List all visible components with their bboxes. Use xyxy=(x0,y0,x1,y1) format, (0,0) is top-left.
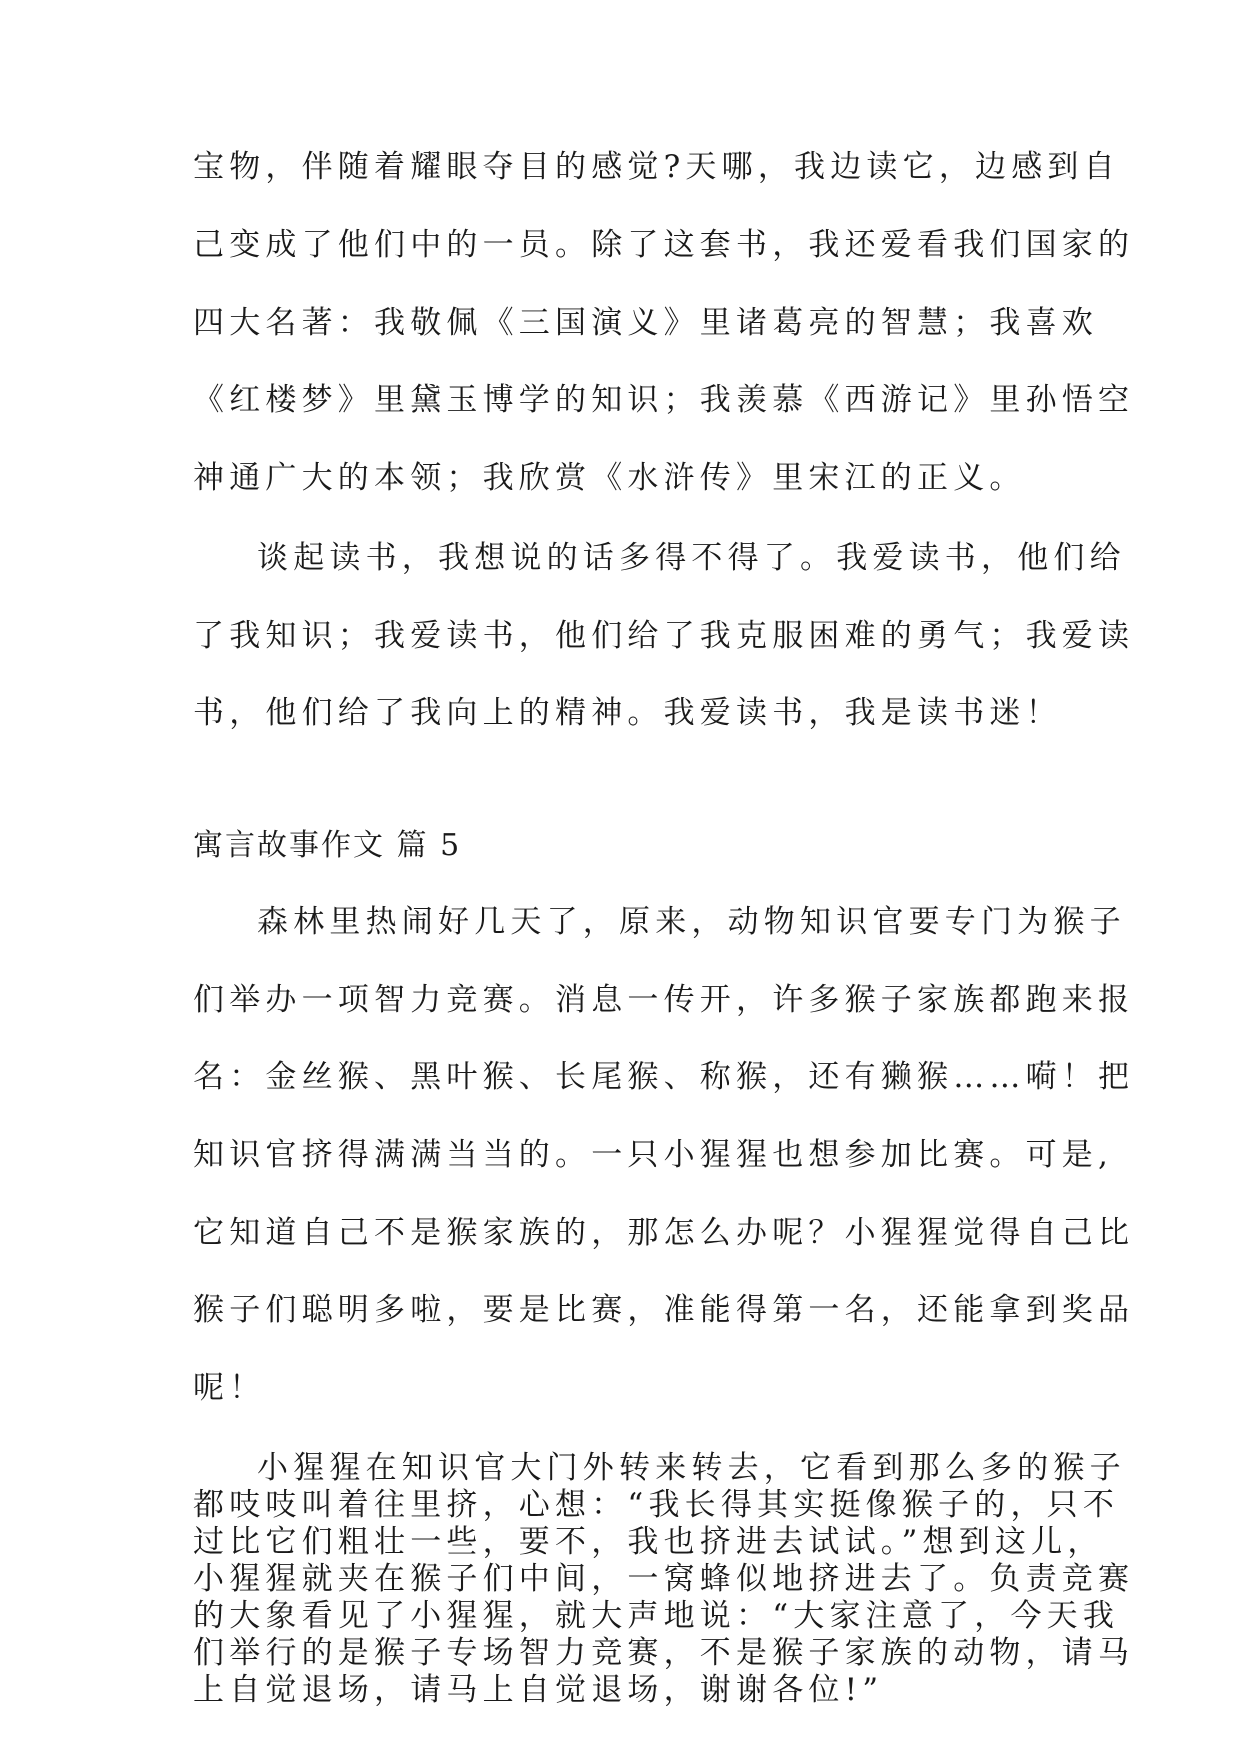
paragraph-line: 的大象看见了小猩猩，就大声地说：“大家注意了，今天我 xyxy=(193,1598,1120,1634)
paragraph-line: 森林里热闹好几天了，原来，动物知识官要专门为猴子 xyxy=(257,904,1126,940)
paragraph-line: 了我知识；我爱读书，他们给了我克服困难的勇气；我爱读 xyxy=(193,618,1135,654)
paragraph-line: 们举办一项智力竞赛。消息一传开，许多猴子家族都跑来报 xyxy=(193,982,1135,1018)
paragraph-line: 宝物，伴随着耀眼夺目的感觉?天哪，我边读它，边感到自 xyxy=(193,149,1120,185)
paragraph-line: 都吱吱叫着往里挤，心想：“我长得其实挺像猴子的，只不 xyxy=(193,1487,1120,1523)
paragraph-line: 名：金丝猴、黑叶猴、长尾猴、称猴，还有獭猴……嗬！把 xyxy=(193,1059,1135,1095)
paragraph-line: 《红楼梦》里黛玉博学的知识；我羡慕《西游记》里孙悟空 xyxy=(193,382,1135,418)
paragraph-line: 谈起读书，我想说的话多得不得了。我爱读书，他们给 xyxy=(257,540,1126,576)
paragraph-line: 知识官挤得满满当当的。一只小猩猩也想参加比赛。可是, xyxy=(193,1137,1114,1173)
paragraph-line: 们举行的是猴子专场智力竞赛，不是猴子家族的动物，请马 xyxy=(193,1635,1135,1671)
paragraph-line: 书，他们给了我向上的精神。我爱读书，我是读书迷！ xyxy=(193,695,1062,731)
paragraph-line: 己变成了他们中的一员。除了这套书，我还爱看我们国家的 xyxy=(193,227,1135,263)
paragraph-line: 神通广大的本领；我欣赏《水浒传》里宋江的正义。 xyxy=(193,460,1026,496)
paragraph-line: 上自觉退场，请马上自觉退场，谢谢各位!” xyxy=(193,1672,884,1708)
paragraph-line: 四大名著：我敬佩《三国演义》里诸葛亮的智慧；我喜欢 xyxy=(193,305,1098,341)
paragraph-line: 小猩猩在知识官大门外转来转去，它看到那么多的猴子 xyxy=(257,1450,1126,1486)
paragraph-line: 小猩猩就夹在猴子们中间，一窝蜂似地挤进去了。负责竞赛 xyxy=(193,1561,1135,1597)
paragraph-line: 它知道自己不是猴家族的，那怎么办呢？小猩猩觉得自己比 xyxy=(193,1215,1135,1251)
paragraph-line: 过比它们粗壮一些，要不，我也挤进去试试。”想到这儿， xyxy=(193,1524,1104,1560)
paragraph-line: 猴子们聪明多啦，要是比赛，准能得第一名，还能拿到奖品 xyxy=(193,1292,1135,1328)
paragraph-line: 呢！ xyxy=(193,1370,266,1406)
section-heading: 寓言故事作文 篇 5 xyxy=(193,828,462,863)
